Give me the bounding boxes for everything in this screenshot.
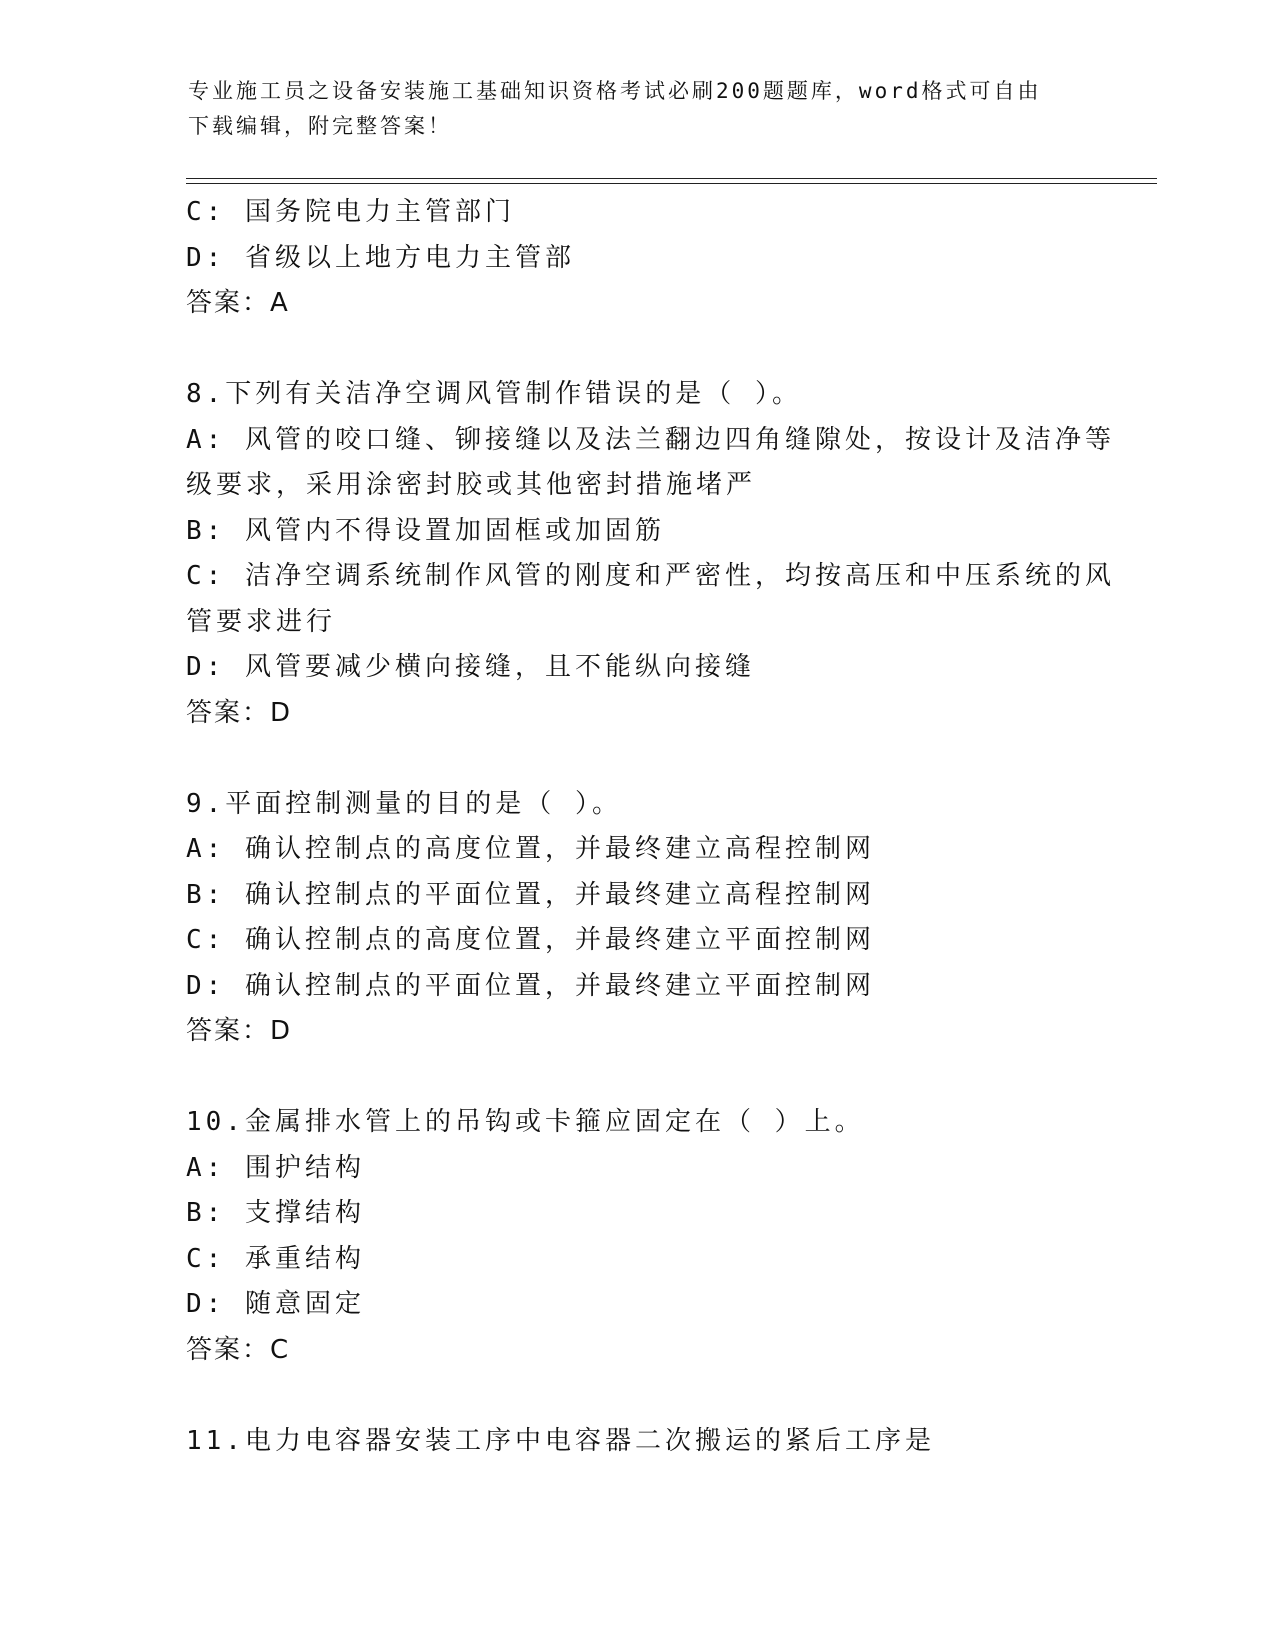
q10-question: 10.金属排水管上的吊钩或卡箍应固定在（ ）上。 <box>186 1107 865 1137</box>
q9-option-a: A: 确认控制点的高度位置，并最终建立高程控制网 <box>186 834 875 864</box>
q8-option-b: B: 风管内不得设置加固框或加固筋 <box>186 515 665 546</box>
q9-answer: 答案：D <box>186 1016 293 1046</box>
q9-option-c: C: 确认控制点的高度位置，并最终建立平面控制网 <box>186 925 875 955</box>
header-line-1: 专业施工员之设备安装施工基础知识资格考试必刷200题题库，word格式可自由 <box>188 79 1042 103</box>
q7-option-c: C: 国务院电力主管部门 <box>186 197 515 227</box>
q8-option-c-line-1: C: 洁净空调系统制作风管的刚度和严密性，均按高压和中压系统的风 <box>186 561 1115 591</box>
q10-option-b: B: 支撑结构 <box>186 1198 365 1228</box>
q8-option-c-line-2: 管要求进行 <box>186 606 337 637</box>
header-divider-bottom <box>186 183 1157 184</box>
question-8 <box>186 372 1115 736</box>
q10-option-d: D: 随意固定 <box>186 1289 365 1319</box>
question-9 <box>186 782 1086 1055</box>
spacer <box>186 327 1086 373</box>
question-10 <box>186 1100 1086 1373</box>
spacer <box>186 736 1086 782</box>
q10-option-a: A: 围护结构 <box>186 1152 365 1183</box>
q8-answer: 答案：D <box>186 697 293 728</box>
document-header <box>188 74 1078 144</box>
spacer <box>186 1055 1086 1101</box>
q9-option-d: D: 确认控制点的平面位置，并最终建立平面控制网 <box>186 970 875 1001</box>
q9-option-b: B: 确认控制点的平面位置，并最终建立高程控制网 <box>186 879 875 910</box>
question-list <box>186 190 1115 1464</box>
q8-question: 8.下列有关洁净空调风管制作错误的是（ ）。 <box>186 379 802 409</box>
q7-answer: 答案：A <box>186 288 290 318</box>
spacer <box>186 1373 1086 1419</box>
q8-option-d: D: 风管要减少横向接缝，且不能纵向接缝 <box>186 652 755 682</box>
q11-question: 11.电力电容器安装工序中电容器二次搬运的紧后工序是 <box>186 1425 935 1456</box>
q10-option-c: C: 承重结构 <box>186 1243 365 1274</box>
q7-option-d: D: 省级以上地方电力主管部 <box>186 242 575 273</box>
q8-option-a-line-2: 级要求，采用涂密封胶或其他密封措施堵严 <box>186 470 757 500</box>
q8-option-a-line-1: A: 风管的咬口缝、铆接缝以及法兰翻边四角缝隙处，按设计及洁净等 <box>186 424 1115 455</box>
q10-answer: 答案：C <box>186 1334 291 1365</box>
q9-question: 9.平面控制测量的目的是（ ）。 <box>186 788 622 819</box>
question-7-tail <box>186 190 1086 327</box>
question-11 <box>186 1419 1086 1465</box>
header-line-2: 下载编辑，附完整答案！ <box>188 114 452 138</box>
header-divider-top <box>186 178 1157 179</box>
